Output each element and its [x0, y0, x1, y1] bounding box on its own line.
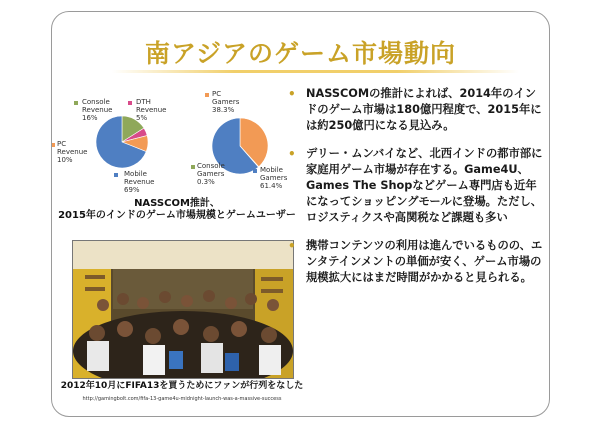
legend-marker: [74, 101, 78, 105]
photo-caption: 2012年10月にFIFA13を買うためにファンが行列をなした: [60, 381, 304, 391]
legend-marker: [205, 93, 209, 97]
bullet-item: [288, 146, 546, 226]
slide: [51, 11, 550, 417]
bullet-icon: •: [288, 87, 296, 101]
bullet-text: NASSCOMの推計によれば、2014年のインドのゲーム市場は180億円程度で、2015年には約250億円になる見込み。: [306, 87, 542, 132]
chart-caption-line1: NASSCOM推計、: [134, 198, 220, 209]
chart-caption-line2: 2015年のインドのゲーム市場規模とゲームユーザー: [58, 210, 296, 221]
pie-label: 0.3%: [197, 178, 215, 186]
legend-marker: [253, 169, 257, 173]
pie-label: Gamers: [212, 98, 240, 106]
bullet-text: デリー・ムンバイなど、北西インドの都市部に家庭用ゲーム市場が存在する。Game4U、Games The Shopなどゲーム専門店も近年になってショッピングモールに登場。ただし、ロジスティクスや高関税など課題も多い: [306, 147, 543, 224]
bullet-item: [288, 238, 546, 286]
pie-label: Revenue: [136, 106, 167, 114]
bullet-icon: •: [288, 147, 296, 161]
bullet-list: [288, 86, 546, 298]
crowd-photo: [72, 240, 294, 379]
legend-marker: [114, 173, 118, 177]
bullet-text: 携帯コンテンツの利用は進んでいるものの、エンタテインメントの単価が安く、ゲーム市場の規模拡大にはまだ時間がかかると見られる。: [306, 239, 543, 284]
pie-label: Revenue: [82, 106, 113, 114]
chart-caption: [52, 198, 302, 222]
pie-label: Mobile: [124, 170, 147, 178]
title-area: [52, 12, 549, 74]
pie-label: PC: [57, 140, 67, 148]
pie-label: 69%: [124, 186, 140, 194]
bullet-icon: •: [288, 239, 296, 253]
photo-url: http://gamingbolt.com/fifa-13-game4u-midnight-launch-was-a-massive-success: [82, 396, 282, 402]
pie-label: DTH: [136, 98, 151, 106]
title-underline: [112, 70, 519, 73]
pie-label: Console: [82, 98, 110, 106]
pie-label: 10%: [57, 156, 73, 164]
pie-label: Revenue: [124, 178, 155, 186]
pie-label: 61.4%: [260, 182, 283, 190]
bullet-item: [288, 86, 546, 134]
pie-label: Gamers: [260, 174, 288, 182]
pie-label: PC: [212, 90, 222, 98]
pie-label: Mobile: [260, 166, 283, 174]
pie-label: Gamers: [197, 170, 225, 178]
pie-label: 5%: [136, 114, 148, 122]
legend-marker: [191, 165, 195, 169]
legend-marker: [128, 101, 132, 105]
pie-label: 38.3%: [212, 106, 235, 114]
pie-label: 16%: [82, 114, 98, 122]
pie-label: Revenue: [57, 148, 88, 156]
legend-marker: [52, 143, 55, 147]
pie-label: Console: [197, 162, 225, 170]
slide-title: 南アジアのゲーム市場動向: [144, 39, 456, 68]
